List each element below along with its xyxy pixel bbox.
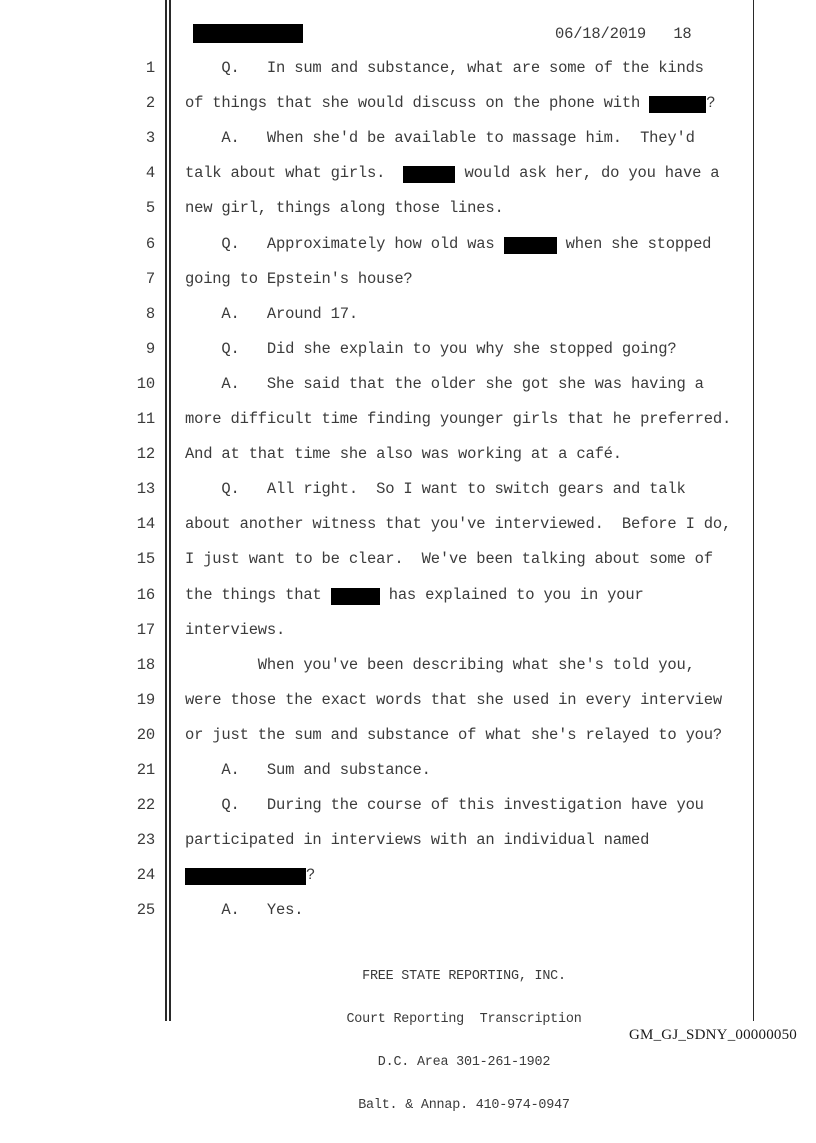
line-number: 8 [145,304,155,323]
line-number: 3 [145,129,155,148]
line-text: Q. All right. So I want to switch gears and talk [185,480,686,499]
footer-company: FREE STATE REPORTING, INC. [362,968,566,984]
transcript-line [185,270,755,288]
line-text: participated in interviews with an individual named [185,831,650,850]
line-text: more difficult time finding younger girls that he preferred. [185,410,732,428]
line-text: going to Epstein's house? [185,269,413,288]
transcript-line [185,656,755,674]
transcript-line [185,235,755,253]
line-number: 4 [145,164,155,183]
footer-services: Court Reporting Transcription [346,1012,582,1028]
line-text: A. When she'd be available to massage him. They'd [185,129,695,148]
line-number: 5 [145,199,155,218]
transcript-line [185,480,755,498]
footer-phone-dc: D.C. Area 301-261-1902 [377,1055,551,1071]
line-text: about another witness that you've interviewed. Before I do, [185,515,732,534]
line-number: 10 [136,374,155,393]
transcript-line [185,164,755,182]
line-text: or just the sum and substance of what she's relayed to you? [185,725,722,744]
line-number: 17 [136,620,155,639]
transcript-line [185,375,755,393]
line-text: the things that [185,585,331,604]
line-text: A. She said that the older she got she was having a [185,374,704,393]
line-text: were those the exact words that she used in every interview [185,690,722,709]
footer-phone-balt: Balt. & Annap. 410-974-0947 [358,1098,570,1114]
line-text: ? [306,866,316,885]
transcript-line [185,199,755,217]
transcript-line [185,901,755,919]
transcript-line [185,866,755,884]
redaction-bar [504,237,557,254]
line-text: Q. Did she explain to you why she stopped going? [185,339,677,358]
line-text: A. Yes. [185,901,304,920]
left-double-rule-outer [165,0,167,1021]
line-number: 14 [136,515,155,534]
redaction-bar [649,96,706,113]
line-number: 11 [136,410,155,428]
line-text: Q. During the course of this investigation have you [185,796,704,815]
line-number: 12 [136,445,155,464]
line-text: When you've been describing what she's told you, [185,655,695,674]
transcript-line [185,550,755,568]
line-number: 2 [145,94,155,113]
line-number: 13 [136,480,155,499]
line-text: I just want to be clear. We've been talking about some of [185,550,713,569]
header-date: 06/18/2019 [555,25,647,43]
transcript-line [185,796,755,814]
line-number: 9 [145,339,155,358]
redaction-bar [185,868,306,885]
line-number: 22 [136,796,155,815]
transcript-line [185,445,755,463]
line-number: 16 [136,585,155,604]
transcript-line [185,515,755,533]
line-number: 23 [136,831,155,850]
line-number: 21 [136,761,155,779]
header-redaction-bar [193,24,303,43]
line-text: would ask her, do you have a [455,164,720,183]
transcript-line [185,586,755,604]
line-number: 24 [136,866,155,885]
header-date-page [555,25,692,43]
transcript-line [185,59,755,77]
line-text: new girl, things along those lines. [185,199,504,218]
bates-number: GM_GJ_SDNY_00000050 [629,1027,797,1043]
line-text: Q. In sum and substance, what are some of the kinds [185,59,704,77]
transcript-line [185,726,755,744]
transcript-line [185,621,755,639]
line-number: 7 [145,269,155,288]
transcript-line [185,410,755,428]
transcript-line [185,305,755,323]
transcript-line [185,340,755,358]
transcript-line [185,94,755,112]
redaction-bar [331,588,380,605]
line-number: 19 [136,690,155,709]
line-text: talk about what girls. [185,164,404,183]
header-page-number: 18 [673,25,692,43]
line-number: 20 [136,725,155,744]
line-number: 15 [136,550,155,569]
line-text: interviews. [185,620,286,639]
line-text: has explained to you in your [379,585,644,604]
line-number: 1 [145,59,155,77]
transcript-line [185,761,755,779]
line-number: 18 [136,655,155,674]
line-number: 6 [145,234,155,253]
line-text: of things that she would discuss on the phone with [185,94,650,113]
transcript-line [185,129,755,147]
line-text: ? [706,94,716,113]
line-number: 25 [136,901,155,920]
line-text: A. Sum and substance. [185,761,431,779]
line-text: Q. Approximately how old was [185,234,504,253]
line-text: when she stopped [556,234,712,253]
line-text: And at that time she also was working at a café. [185,445,622,464]
transcript-line [185,831,755,849]
left-double-rule-inner [169,0,171,1021]
line-text: A. Around 17. [185,304,358,323]
transcript-line [185,691,755,709]
redaction-bar [403,166,455,183]
